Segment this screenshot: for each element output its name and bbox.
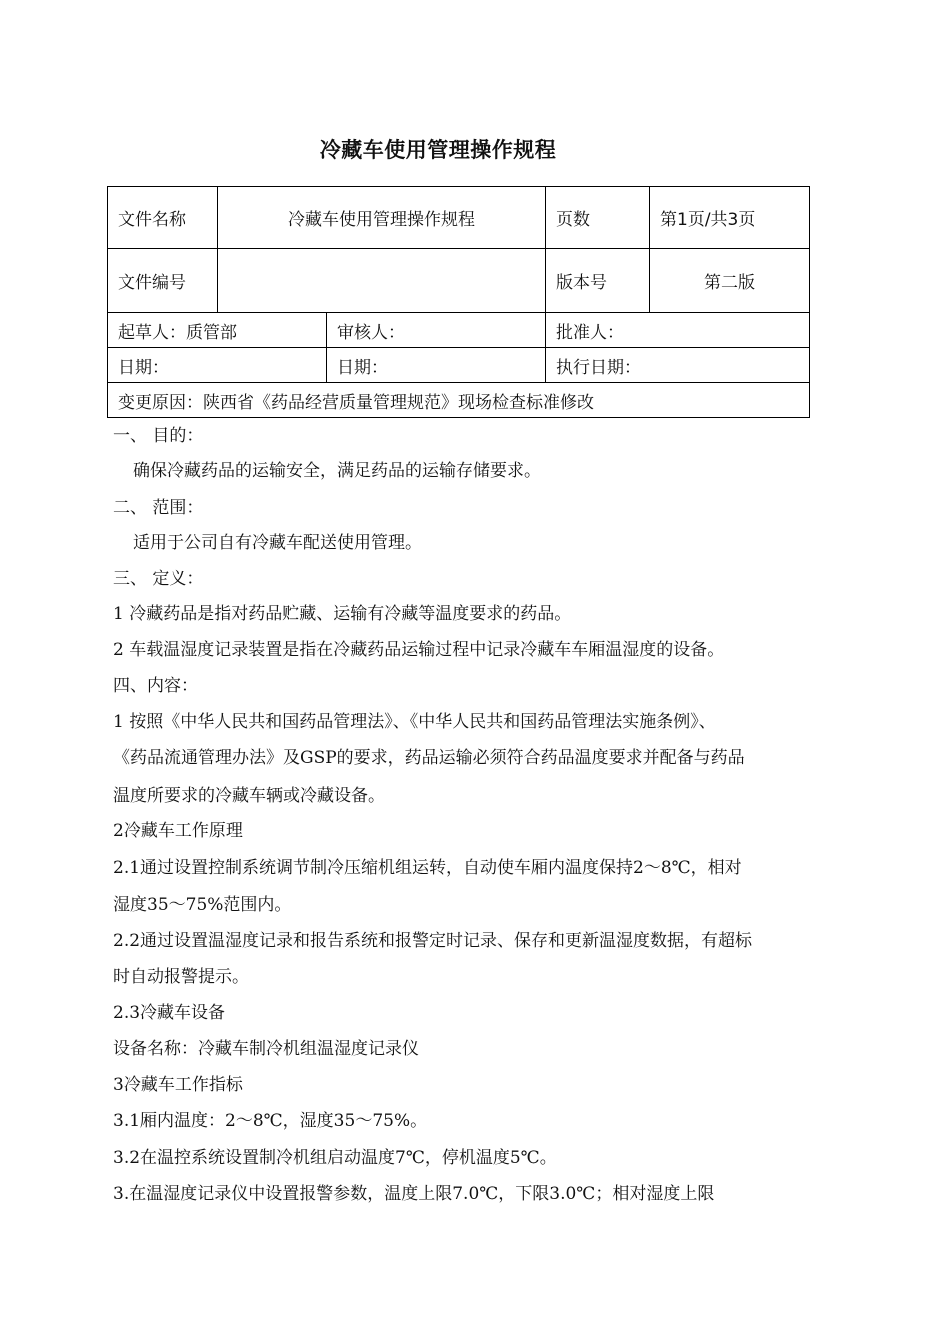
- content-line: 湿度35～75%范围内。: [113, 895, 292, 915]
- approver-field: 批准人：: [546, 313, 810, 348]
- version-value: 第二版: [650, 249, 810, 313]
- paragraph-scope: 适用于公司自有冷藏车配送使用管理。: [133, 533, 422, 553]
- pages-label: 页数: [546, 187, 650, 249]
- draft-date-field: 日期：: [108, 348, 327, 383]
- content-line: 2冷藏车工作原理: [113, 821, 243, 841]
- section-heading-purpose: 一、 目的：: [113, 426, 204, 446]
- content-line: 1 按照《中华人民共和国药品管理法》、《中华人民共和国药品管理法实施条例》、: [113, 712, 716, 732]
- change-reason-field: 变更原因：陕西省《药品经营质量管理规范》现场检查标准修改: [108, 383, 810, 418]
- content-line: 设备名称：冷藏车制冷机组温湿度记录仪: [113, 1039, 419, 1059]
- definition-item-1: 1 冷藏药品是指对药品贮藏、运输有冷藏等温度要求的药品。: [113, 604, 572, 624]
- reviewer-field: 审核人：: [327, 313, 546, 348]
- pages-value: 第1页/共3页: [650, 187, 810, 249]
- content-line: 3.在温湿度记录仪中设置报警参数，温度上限7.0℃，下限3.0℃；相对湿度上限: [113, 1184, 715, 1204]
- section-heading-content: 四、内容：: [113, 676, 198, 696]
- file-number-value: [218, 249, 546, 313]
- file-number-label: 文件编号: [108, 249, 218, 313]
- version-label: 版本号: [546, 249, 650, 313]
- file-name-value: 冷藏车使用管理操作规程: [218, 187, 546, 249]
- content-line: 温度所要求的冷藏车辆或冷藏设备。: [113, 786, 385, 806]
- document-title: 冷藏车使用管理操作规程: [319, 138, 557, 162]
- drafter-field: 起草人：质管部: [108, 313, 327, 348]
- content-line: 《药品流通管理办法》及GSP的要求，药品运输必须符合药品温度要求并配备与药品: [113, 748, 745, 768]
- review-date-field: 日期：: [327, 348, 546, 383]
- exec-date-field: 执行日期：: [546, 348, 810, 383]
- content-line: 2.2通过设置温湿度记录和报告系统和报警定时记录、保存和更新温湿度数据，有超标: [113, 931, 753, 951]
- content-line: 2.1通过设置控制系统调节制冷压缩机组运转，自动使车厢内温度保持2～8℃，相对: [113, 858, 742, 878]
- section-heading-scope: 二、 范围：: [113, 498, 204, 518]
- file-name-label: 文件名称: [108, 187, 218, 249]
- section-heading-definition: 三、 定义：: [113, 569, 204, 589]
- content-line: 时自动报警提示。: [113, 967, 249, 987]
- content-line: 2.3冷藏车设备: [113, 1003, 226, 1023]
- paragraph-purpose: 确保冷藏药品的运输安全，满足药品的运输存储要求。: [133, 461, 541, 481]
- document-header-table: [107, 186, 810, 418]
- content-line: 3冷藏车工作指标: [113, 1075, 243, 1095]
- content-line: 3.2在温控系统设置制冷机组启动温度7℃，停机温度5℃。: [113, 1148, 557, 1168]
- definition-item-2: 2 车载温湿度记录装置是指在冷藏药品运输过程中记录冷藏车车厢温湿度的设备。: [113, 640, 725, 660]
- content-line: 3.1厢内温度：2～8℃，湿度35～75%。: [113, 1111, 428, 1131]
